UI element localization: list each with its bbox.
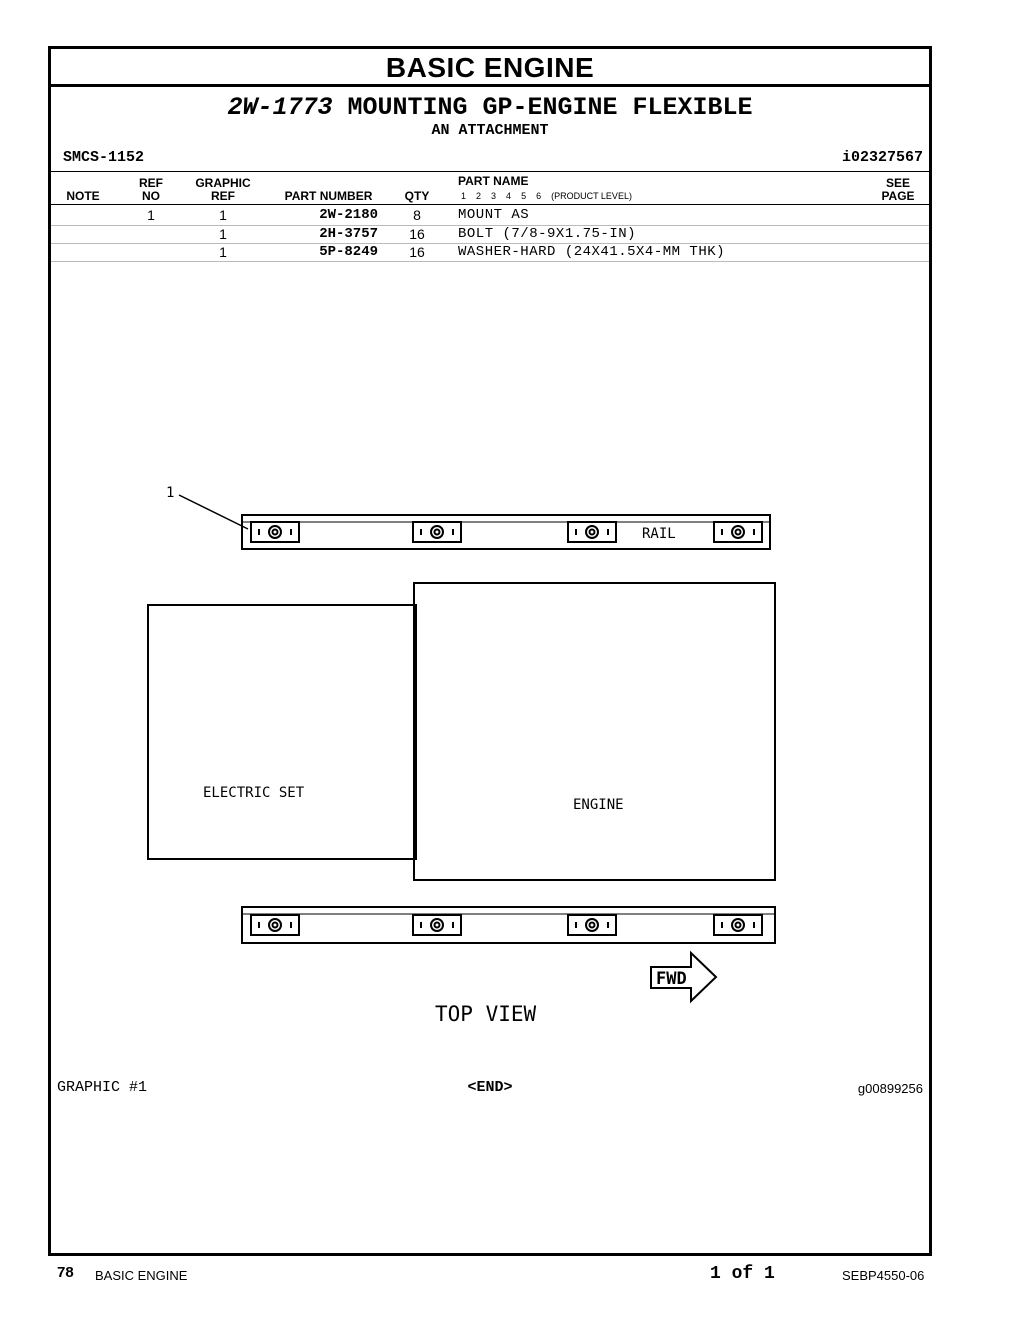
illustration-id: i02327567 [841,149,923,166]
level-5: 5 [521,191,527,201]
row-qty: 8 [413,207,421,223]
smcs-code: SMCS-1152 [63,149,145,166]
row-graphic-ref: 1 [219,244,227,260]
bottom-rail [242,907,775,943]
mount-icon [714,915,762,935]
level-3: 3 [491,191,497,201]
col-see-page-1: SEE [885,176,910,190]
row-graphic-ref: 1 [219,226,227,242]
col-graphic-ref-1: GRAPHIC [195,176,251,190]
top-rail [242,515,770,549]
level-2: 2 [476,191,482,201]
col-part-number: PART NUMBER [284,189,373,203]
group-subtitle: AN ATTACHMENT [431,122,549,139]
document-id: SEBP4550-06 [842,1268,925,1283]
view-label: TOP VIEW [435,1002,537,1026]
row-ref-no: 1 [147,207,155,223]
col-note: NOTE [66,189,100,203]
rail-label: RAIL [642,526,676,542]
row-qty: 16 [409,244,425,260]
engine-outline [414,583,775,880]
callout-number: 1 [166,485,175,501]
page-frame [48,46,932,1256]
col-part-name: PART NAME [458,174,529,188]
col-ref-no-1: REF [139,176,163,190]
row-part-number: 2W-2180 [319,207,378,223]
mount-icon [413,522,461,542]
mount-icon [251,522,299,542]
mount-icon [251,915,299,935]
col-see-page-2: PAGE [881,189,915,203]
group-part-number: 2W-1773 [227,93,333,122]
product-level-label: (PRODUCT LEVEL) [551,191,632,201]
graphic-id: g00899256 [857,1081,923,1096]
col-graphic-ref-2: REF [211,189,235,203]
col-ref-no-2: NO [142,189,160,203]
group-name: MOUNTING GP-ENGINE FLEXIBLE [347,93,753,122]
mount-icon [568,915,616,935]
level-4: 4 [506,191,512,201]
col-qty: QTY [404,189,430,203]
mount-icon [714,522,762,542]
page-of: 1 of 1 [710,1264,775,1284]
top-view-drawing [51,49,929,1253]
row-graphic-ref: 1 [219,207,227,223]
end-marker: <END> [467,1079,513,1096]
electric-set-label: ELECTRIC SET [203,785,305,801]
row-part-name: BOLT (7/8-9X1.75-IN) [458,226,637,242]
fwd-arrow-icon [651,953,716,1001]
engine-label: ENGINE [573,797,624,813]
mount-icon [413,915,461,935]
graphic-number: GRAPHIC #1 [57,1079,148,1096]
row-part-name: WASHER-HARD (24X41.5X4-MM THK) [458,244,726,260]
level-6: 6 [536,191,542,201]
mount-icon [568,522,616,542]
footer-section: BASIC ENGINE [95,1268,188,1283]
page-number: 78 [57,1264,74,1281]
section-title: BASIC ENGINE [51,49,929,87]
callout-leader [179,495,248,529]
fwd-label: FWD [656,969,687,989]
row-qty: 16 [409,226,425,242]
level-1: 1 [461,191,467,201]
row-part-number: 5P-8249 [319,244,378,260]
row-part-number: 2H-3757 [319,226,378,242]
electric-set-outline [148,605,416,859]
row-part-name: MOUNT AS [458,207,530,223]
